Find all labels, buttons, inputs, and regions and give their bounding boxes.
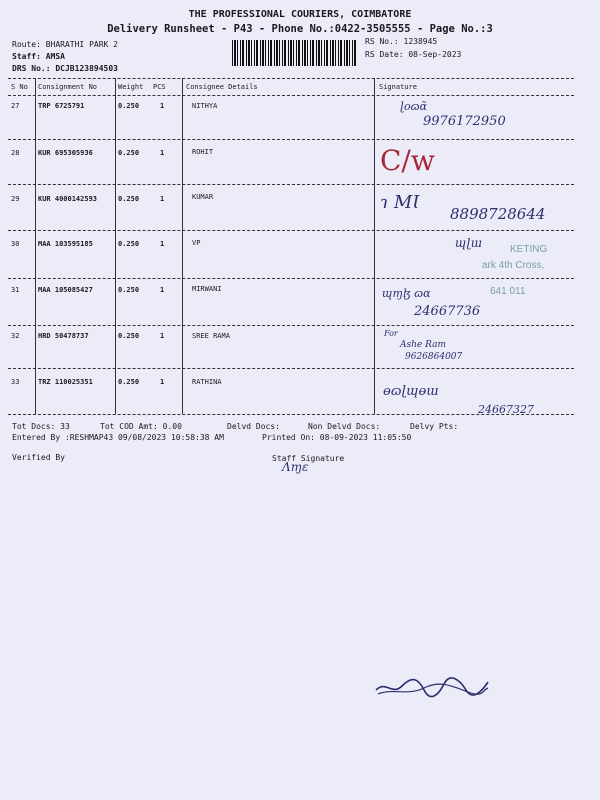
row-pcs: 1 <box>160 286 165 294</box>
rs-date: RS Date: 08-Sep-2023 <box>365 50 462 59</box>
non-delivered-docs: Non Delvd Docs: <box>308 422 381 431</box>
signature-scribble: ɵɷɭɰɵɯ <box>383 384 439 399</box>
row-sno: 27 <box>11 102 20 110</box>
runsheet-title: Delivery Runsheet - P43 - Phone No.:0422-3505555 - Page No.:3 <box>107 23 493 35</box>
row-pcs: 1 <box>160 378 165 386</box>
rs-number: RS No.: 1238945 <box>365 37 438 46</box>
row-weight: 0.250 <box>118 240 140 248</box>
company-title: THE PROFESSIONAL COURIERS, COIMBATORE <box>188 9 412 20</box>
column-divider <box>35 78 36 414</box>
row-pcs: 1 <box>160 332 165 340</box>
row-weight: 0.250 <box>118 102 140 110</box>
entered-by: Entered By :RESHMAP43 09/08/2023 10:58:38 AM <box>12 433 224 442</box>
row-sno: 33 <box>11 378 20 386</box>
col-header-signature: Signature <box>379 83 417 91</box>
staff-signature-label: Staff Signature <box>272 454 345 463</box>
total-cod: Tot COD Amt: 0.00 <box>100 422 182 431</box>
signature-phone: 9976172950 <box>423 114 506 129</box>
printed-on: Printed On: 08-09-2023 11:05:50 <box>262 433 412 442</box>
row-consignee: SREE RAMA <box>192 332 230 340</box>
bottom-signature-scribble <box>372 674 492 700</box>
route-label: Route: BHARATHI PARK 2 <box>12 40 118 49</box>
row-separator <box>8 368 574 369</box>
row-consignment: TRP 6725791 <box>38 102 85 110</box>
row-separator <box>8 139 574 140</box>
signature-scribble: ɰɭɯ <box>455 236 483 250</box>
row-sno: 31 <box>11 286 20 294</box>
row-pcs: 1 <box>160 240 165 248</box>
row-sno: 29 <box>11 195 20 203</box>
row-consignment: KUR 695305936 <box>38 149 93 157</box>
drs-number: DRS No.: DCJB123894503 <box>12 64 118 73</box>
signature-scribble: ɿ MƖ <box>380 192 420 213</box>
col-header-consignee: Consignee Details <box>186 83 258 91</box>
col-header-consignment: Consignment No <box>38 83 98 91</box>
row-consignment: MAA 105085427 <box>38 286 93 294</box>
row-sno: 30 <box>11 240 20 248</box>
total-docs: Tot Docs: 33 <box>12 422 70 431</box>
barcode <box>232 40 358 66</box>
col-header-pcs: PCS <box>153 83 166 91</box>
column-divider <box>115 78 116 414</box>
row-weight: 0.250 <box>118 149 140 157</box>
row-pcs: 1 <box>160 195 165 203</box>
row-pcs: 1 <box>160 102 165 110</box>
signature-phone: 9626864007 <box>405 352 463 362</box>
row-consignment: KUR 4000142593 <box>38 195 98 203</box>
row-sno: 32 <box>11 332 20 340</box>
row-pcs: 1 <box>160 149 165 157</box>
row-consignee: VP <box>192 239 201 247</box>
table-top-rule <box>8 78 574 79</box>
signature-scribble: ɭoɷɑ̃ <box>400 100 428 113</box>
delivered-docs: Delvd Docs: <box>227 422 280 431</box>
signature-scribble: ɰɱɮ ɷɑ <box>382 287 431 300</box>
row-consignee: NITHYA <box>192 102 218 110</box>
signature-scribble: For <box>384 329 398 338</box>
row-consignment: HRD 50478737 <box>38 332 89 340</box>
row-weight: 0.250 <box>118 195 140 203</box>
signature-cw: C/w <box>380 144 435 177</box>
signature-phone: 24667327 <box>478 403 534 416</box>
signature-phone: 8898728644 <box>450 205 546 223</box>
signature-scribble: Ashe Ram <box>400 340 446 350</box>
row-separator <box>8 184 574 185</box>
row-consignee: RATHINA <box>192 378 222 386</box>
signature-phone: 24667736 <box>414 304 481 319</box>
col-header-sno: S No <box>11 83 28 91</box>
stamp-text: KETING <box>510 244 548 255</box>
verified-by: Verified By <box>12 453 65 462</box>
table-header-rule <box>8 95 574 96</box>
row-consignee: MIRWANI <box>192 285 222 293</box>
col-header-weight: Weight <box>118 83 144 91</box>
row-consignee: KUMAR <box>192 193 214 201</box>
staff-label: Staff: AMSA <box>12 52 65 61</box>
row-separator <box>8 325 574 326</box>
column-divider <box>182 78 183 414</box>
row-consignment: TRZ 110025351 <box>38 378 93 386</box>
delivery-points: Delvy Pts: <box>410 422 459 431</box>
row-weight: 0.250 <box>118 378 140 386</box>
stamp-text: 641 011 <box>490 286 526 297</box>
staff-signature-scribble: Ʌɱɛ <box>282 460 309 474</box>
row-weight: 0.250 <box>118 332 140 340</box>
stamp-text: ark 4th Cross, <box>482 260 545 271</box>
row-weight: 0.250 <box>118 286 140 294</box>
row-sno: 28 <box>11 149 20 157</box>
row-consignee: ROHIT <box>192 148 214 156</box>
row-consignment: MAA 103595185 <box>38 240 93 248</box>
column-divider <box>374 78 375 414</box>
row-separator <box>8 230 574 231</box>
row-separator <box>8 278 574 279</box>
